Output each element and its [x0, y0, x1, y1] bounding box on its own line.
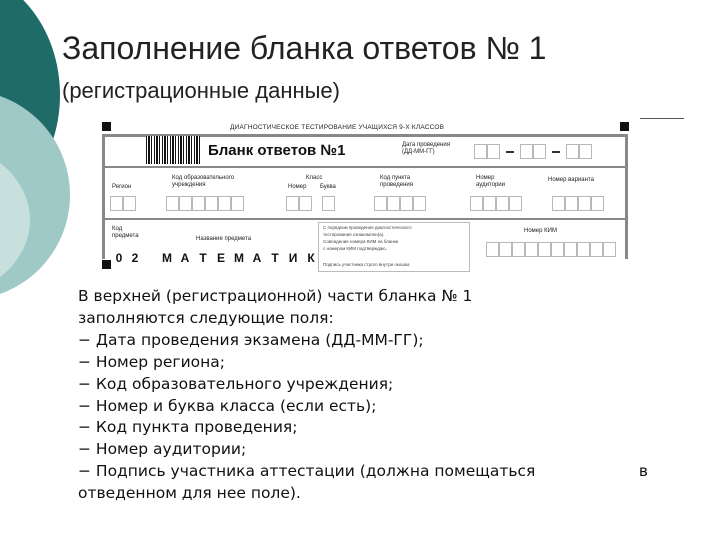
subject-name-char: М	[234, 251, 244, 265]
subject-name-char: Т	[271, 251, 279, 265]
kim-cell	[577, 242, 590, 257]
school-cell	[218, 196, 231, 211]
list-item: − Код пункта проведения;	[78, 418, 298, 437]
school-cell	[205, 196, 218, 211]
list-item: − Код образовательного учреждения;	[78, 374, 394, 393]
room-cell	[509, 196, 522, 211]
subject-code-char: 0	[115, 251, 123, 265]
school-label: Код образовательного учреждения	[172, 175, 235, 188]
point-cell	[374, 196, 387, 211]
point-cell	[413, 196, 426, 211]
class-number-cell	[299, 196, 312, 211]
kim-cell	[564, 242, 577, 257]
date-cell	[487, 144, 500, 159]
class-number-cell	[286, 196, 299, 211]
kim-cell	[590, 242, 603, 257]
region-label: Регион	[112, 184, 132, 190]
kim-cell	[525, 242, 538, 257]
point-cell	[387, 196, 400, 211]
list-item-text: в	[638, 462, 648, 481]
variant-label: Номер варианта	[548, 177, 594, 183]
subject-name-char: А	[180, 251, 190, 265]
form-divider	[102, 218, 628, 220]
class-number-label: Номер	[288, 184, 307, 190]
school-cell	[231, 196, 244, 211]
intro-line: В верхней (регистрационной) части бланка № 1	[78, 287, 473, 305]
variant-cell	[578, 196, 591, 211]
list-item: − Номер и буква класса (если есть);	[78, 396, 377, 415]
form-divider	[102, 166, 628, 168]
list-item: − Номер региона;	[78, 352, 225, 371]
subject-name-char: А	[252, 251, 262, 265]
corner-marker	[620, 122, 629, 131]
subject-name-char: К	[307, 251, 315, 265]
school-cell	[179, 196, 192, 211]
list-item-text: − Подпись участника аттестации (должна помещаться	[78, 462, 536, 481]
intro-line: заполняются следующие поля:	[78, 308, 334, 327]
subject-name-char: М	[162, 251, 172, 265]
kim-label: Номер КИМ	[524, 228, 557, 234]
variant-cell	[552, 196, 565, 211]
subject-name-char: И	[288, 251, 298, 265]
variant-cell	[591, 196, 604, 211]
room-cell	[470, 196, 483, 211]
corner-marker	[102, 260, 111, 269]
school-cell	[192, 196, 205, 211]
barcode	[146, 136, 200, 164]
room-cell	[483, 196, 496, 211]
kim-cell	[538, 242, 551, 257]
date-cell	[520, 144, 533, 159]
list-item-continued: отведенном для нее поле).	[78, 484, 301, 503]
date-cell	[474, 144, 487, 159]
region-cell	[123, 196, 136, 211]
title-rule	[640, 118, 684, 119]
list-item	[78, 461, 648, 483]
signature-box: С порядком проведения диагностического тестирования ознакомлен(а). Совпадение номера КИМ на бланке с номером КИМ подтверждаю. Подпись участника строго внутри окошка	[318, 222, 470, 272]
school-cell	[166, 196, 179, 211]
subject-code-label: Код предмета	[112, 226, 139, 239]
date-separator	[506, 151, 514, 153]
body-text	[78, 286, 648, 505]
point-label: Код пункта проведения	[380, 175, 413, 188]
subject-name-label: Название предмета	[196, 236, 252, 242]
form-heading: Бланк ответов №1	[208, 142, 346, 159]
form-border-left	[102, 134, 105, 259]
region-cell	[110, 196, 123, 211]
date-cell	[579, 144, 592, 159]
corner-marker	[102, 122, 111, 131]
form-caption: ДИАГНОСТИЧЕСКОЕ ТЕСТИРОВАНИЕ УЧАЩИХСЯ 9-Х КЛАССОВ	[230, 124, 445, 131]
date-cell	[566, 144, 579, 159]
variant-cell	[565, 196, 578, 211]
date-label: Дата проведения (ДД-ММ-ГГ)	[402, 142, 450, 155]
kim-cell	[486, 242, 499, 257]
class-letter-label: Буква	[320, 184, 336, 190]
answer-form-image	[96, 118, 636, 276]
date-cell	[533, 144, 546, 159]
date-separator	[552, 151, 560, 153]
class-label: Класс	[306, 175, 323, 181]
list-item: − Дата проведения экзамена (ДД-ММ-ГГ);	[78, 330, 424, 349]
kim-cell	[512, 242, 525, 257]
subject-code-char: 2	[131, 251, 139, 265]
list-item: − Номер аудитории;	[78, 440, 247, 459]
point-cell	[400, 196, 413, 211]
slide-subtitle: (регистрационные данные)	[62, 78, 340, 103]
room-cell	[496, 196, 509, 211]
kim-cell	[551, 242, 564, 257]
class-letter-cell	[322, 196, 335, 211]
subject-name-char: Е	[216, 251, 225, 265]
form-border-right	[625, 134, 628, 259]
kim-cell	[499, 242, 512, 257]
subject-name-char: Т	[199, 251, 207, 265]
kim-cell	[603, 242, 616, 257]
room-label: Номер аудитории	[476, 175, 505, 188]
slide-title: Заполнение бланка ответов № 1	[62, 30, 547, 66]
